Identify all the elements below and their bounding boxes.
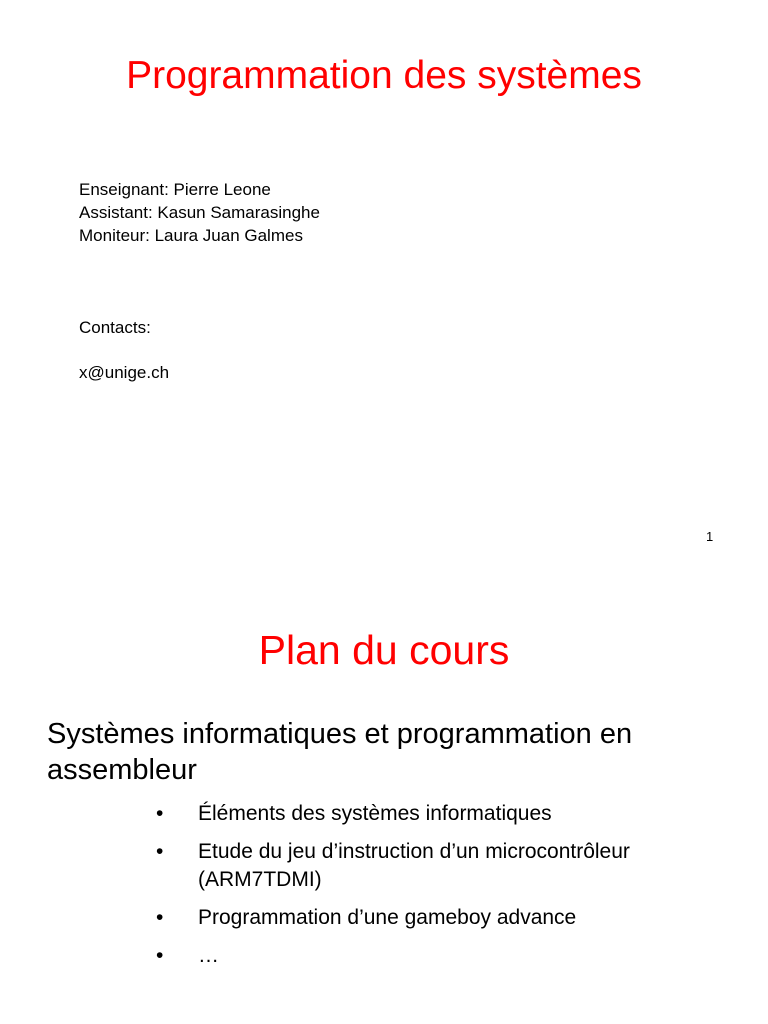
contacts-label: Contacts: [79, 318, 151, 337]
slide-title: Plan du cours [258, 627, 510, 673]
bullet-icon: • [156, 840, 164, 863]
assistant-line: Assistant: Kasun Samarasinghe [79, 203, 320, 222]
bullet-list [156, 800, 716, 980]
slide-title: Programmation des systèmes [126, 54, 642, 97]
bullet-item [156, 838, 716, 894]
teacher-line: Enseignant: Pierre Leone [79, 180, 271, 199]
staff-list [79, 178, 320, 247]
page-number: 1 [706, 529, 714, 544]
bullet-icon: • [156, 906, 164, 929]
contact-email: x@unige.ch [79, 363, 170, 382]
bullet-icon: • [156, 944, 164, 967]
bullet-text: … [198, 944, 219, 967]
slide-2 [0, 560, 768, 1024]
bullet-text: Etude du jeu d’instruction d’un microcontrôleur (ARM7TDMI) [198, 840, 630, 891]
bullet-item [156, 942, 716, 970]
bullet-icon: • [156, 802, 164, 825]
monitor-line: Moniteur: Laura Juan Galmes [79, 226, 303, 245]
bullet-text: Éléments des systèmes informatiques [198, 802, 552, 825]
bullet-item [156, 904, 716, 932]
bullet-item [156, 800, 716, 828]
section-heading: Systèmes informatiques et programmation en assembleur [47, 718, 633, 786]
bullet-text: Programmation d’une gameboy advance [198, 906, 577, 929]
